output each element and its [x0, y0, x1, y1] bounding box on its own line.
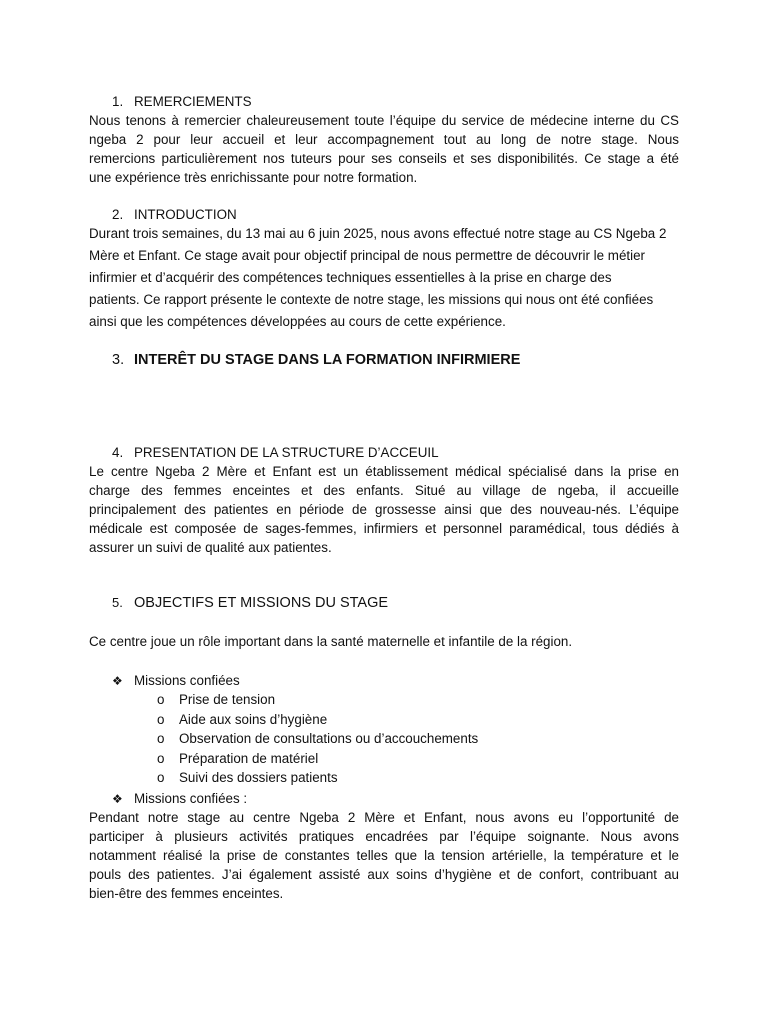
section-4-paragraph [89, 462, 679, 557]
paragraph-line: charge des femmes enceintes et des enfants. Situé au village de ngeba, il accueille [89, 483, 679, 498]
bullet-missions [112, 671, 240, 691]
section-4-title: PRESENTATION DE LA STRUCTURE D’ACCEUIL [134, 445, 439, 460]
paragraph-line: principalement des patientes en période de grossesse ainsi que des nouveau-nés. L’équipe [89, 502, 679, 517]
paragraph-line: Le centre Ngeba 2 Mère et Enfant est un établissement médical spécialisé dans la prise en [89, 464, 679, 479]
paragraph-line: ainsi que les compétences développées au cours de cette expérience. [89, 314, 506, 329]
paragraph-line: médicale est composée de sages-femmes, infirmiers et personnel paramédical, tous dédiés à [89, 521, 679, 536]
list-item [157, 768, 478, 788]
section-5-paragraph [89, 808, 679, 903]
bullet-label: Missions confiées [134, 673, 240, 688]
list-item [157, 690, 478, 710]
section-1-title: REMERCIEMENTS [134, 94, 252, 109]
paragraph-line: une expérience très enrichissante pour notre formation. [89, 170, 418, 185]
paragraph-line: ngeba 2 pour leur accueil et leur accompagnement tout au long de notre stage. Nous [89, 132, 679, 147]
diamond-bullet-icon: ❖ [112, 674, 123, 688]
list-item [157, 749, 478, 769]
section-1-number: 1. [112, 94, 124, 109]
list-item-text: Suivi des dossiers patients [179, 770, 338, 785]
circle-bullet-icon: o [157, 770, 165, 785]
paragraph-line: Mère et Enfant. Ce stage avait pour objectif principal de nous permettre de découvrir le métier [89, 248, 645, 263]
paragraph-line: notamment réalisé la prise de constantes telles que la tension artérielle, la température et le [89, 848, 679, 863]
section-5-heading [112, 595, 388, 611]
missions-sublist [157, 690, 478, 788]
section-2-heading [112, 207, 237, 222]
bullet-missions-detail [112, 789, 247, 809]
section-2-number: 2. [112, 207, 124, 222]
section-5-intro: Ce centre joue un rôle important dans la santé maternelle et infantile de la région. [89, 634, 573, 649]
list-item-text: Préparation de matériel [179, 750, 319, 766]
paragraph-line: remercions particulièrement nos tuteurs pour ses conseils et ses disponibilités. Ce stage a été [89, 151, 679, 166]
section-1-paragraph [89, 111, 679, 187]
list-item-text: Aide aux soins d’hygiène [179, 711, 328, 727]
circle-bullet-icon: o [157, 711, 165, 727]
paragraph-line: bien-être des femmes enceintes. [89, 886, 284, 901]
bullet-label: Missions confiées : [134, 791, 248, 806]
paragraph-line: assurer un suivi de qualité aux patientes. [89, 540, 332, 555]
section-4-heading [112, 445, 439, 460]
circle-bullet-icon: o [157, 731, 165, 746]
circle-bullet-icon: o [157, 692, 165, 707]
list-item-text: Prise de tension [179, 692, 276, 707]
paragraph-line: Nous tenons à remercier chaleureusement toute l’équipe du service de médecine interne du CS [89, 113, 679, 128]
paragraph-line: patients. Ce rapport présente le contexte de notre stage, les missions qui nous ont été confiées [89, 292, 654, 307]
section-3-number: 3. [112, 352, 125, 368]
circle-bullet-icon: o [157, 750, 165, 766]
section-4-number: 4. [112, 445, 124, 460]
list-item [157, 710, 478, 730]
section-5-number: 5. [112, 595, 123, 610]
section-5-title: OBJECTIFS ET MISSIONS DU STAGE [134, 595, 389, 611]
section-3-heading [112, 352, 520, 368]
paragraph-line: pouls des patientes. J’ai également assisté aux soins d’hygiène et de confort, contribuant au [89, 867, 679, 882]
paragraph-line: Durant trois semaines, du 13 mai au 6 juin 2025, nous avons effectué notre stage au CS Ngeba 2 [89, 226, 667, 241]
list-item [157, 729, 478, 749]
paragraph-line: Pendant notre stage au centre Ngeba 2 Mère et Enfant, nous avons eu l’opportunité de [89, 810, 679, 825]
list-item-text: Observation de consultations ou d’accouchements [179, 731, 479, 746]
section-2-paragraph [89, 223, 679, 333]
section-3-title: INTERÊT DU STAGE DANS LA FORMATION INFIRMIERE [134, 352, 521, 368]
diamond-bullet-icon: ❖ [112, 792, 123, 806]
paragraph-line: participer à plusieurs activités pratiques encadrées par l’équipe soignante. Nous avons [89, 829, 679, 844]
section-1-heading [112, 94, 252, 109]
section-2-title: INTRODUCTION [134, 207, 237, 222]
paragraph-line: infirmier et d’acquérir des compétences techniques essentielles à la prise en charge des [89, 270, 612, 285]
